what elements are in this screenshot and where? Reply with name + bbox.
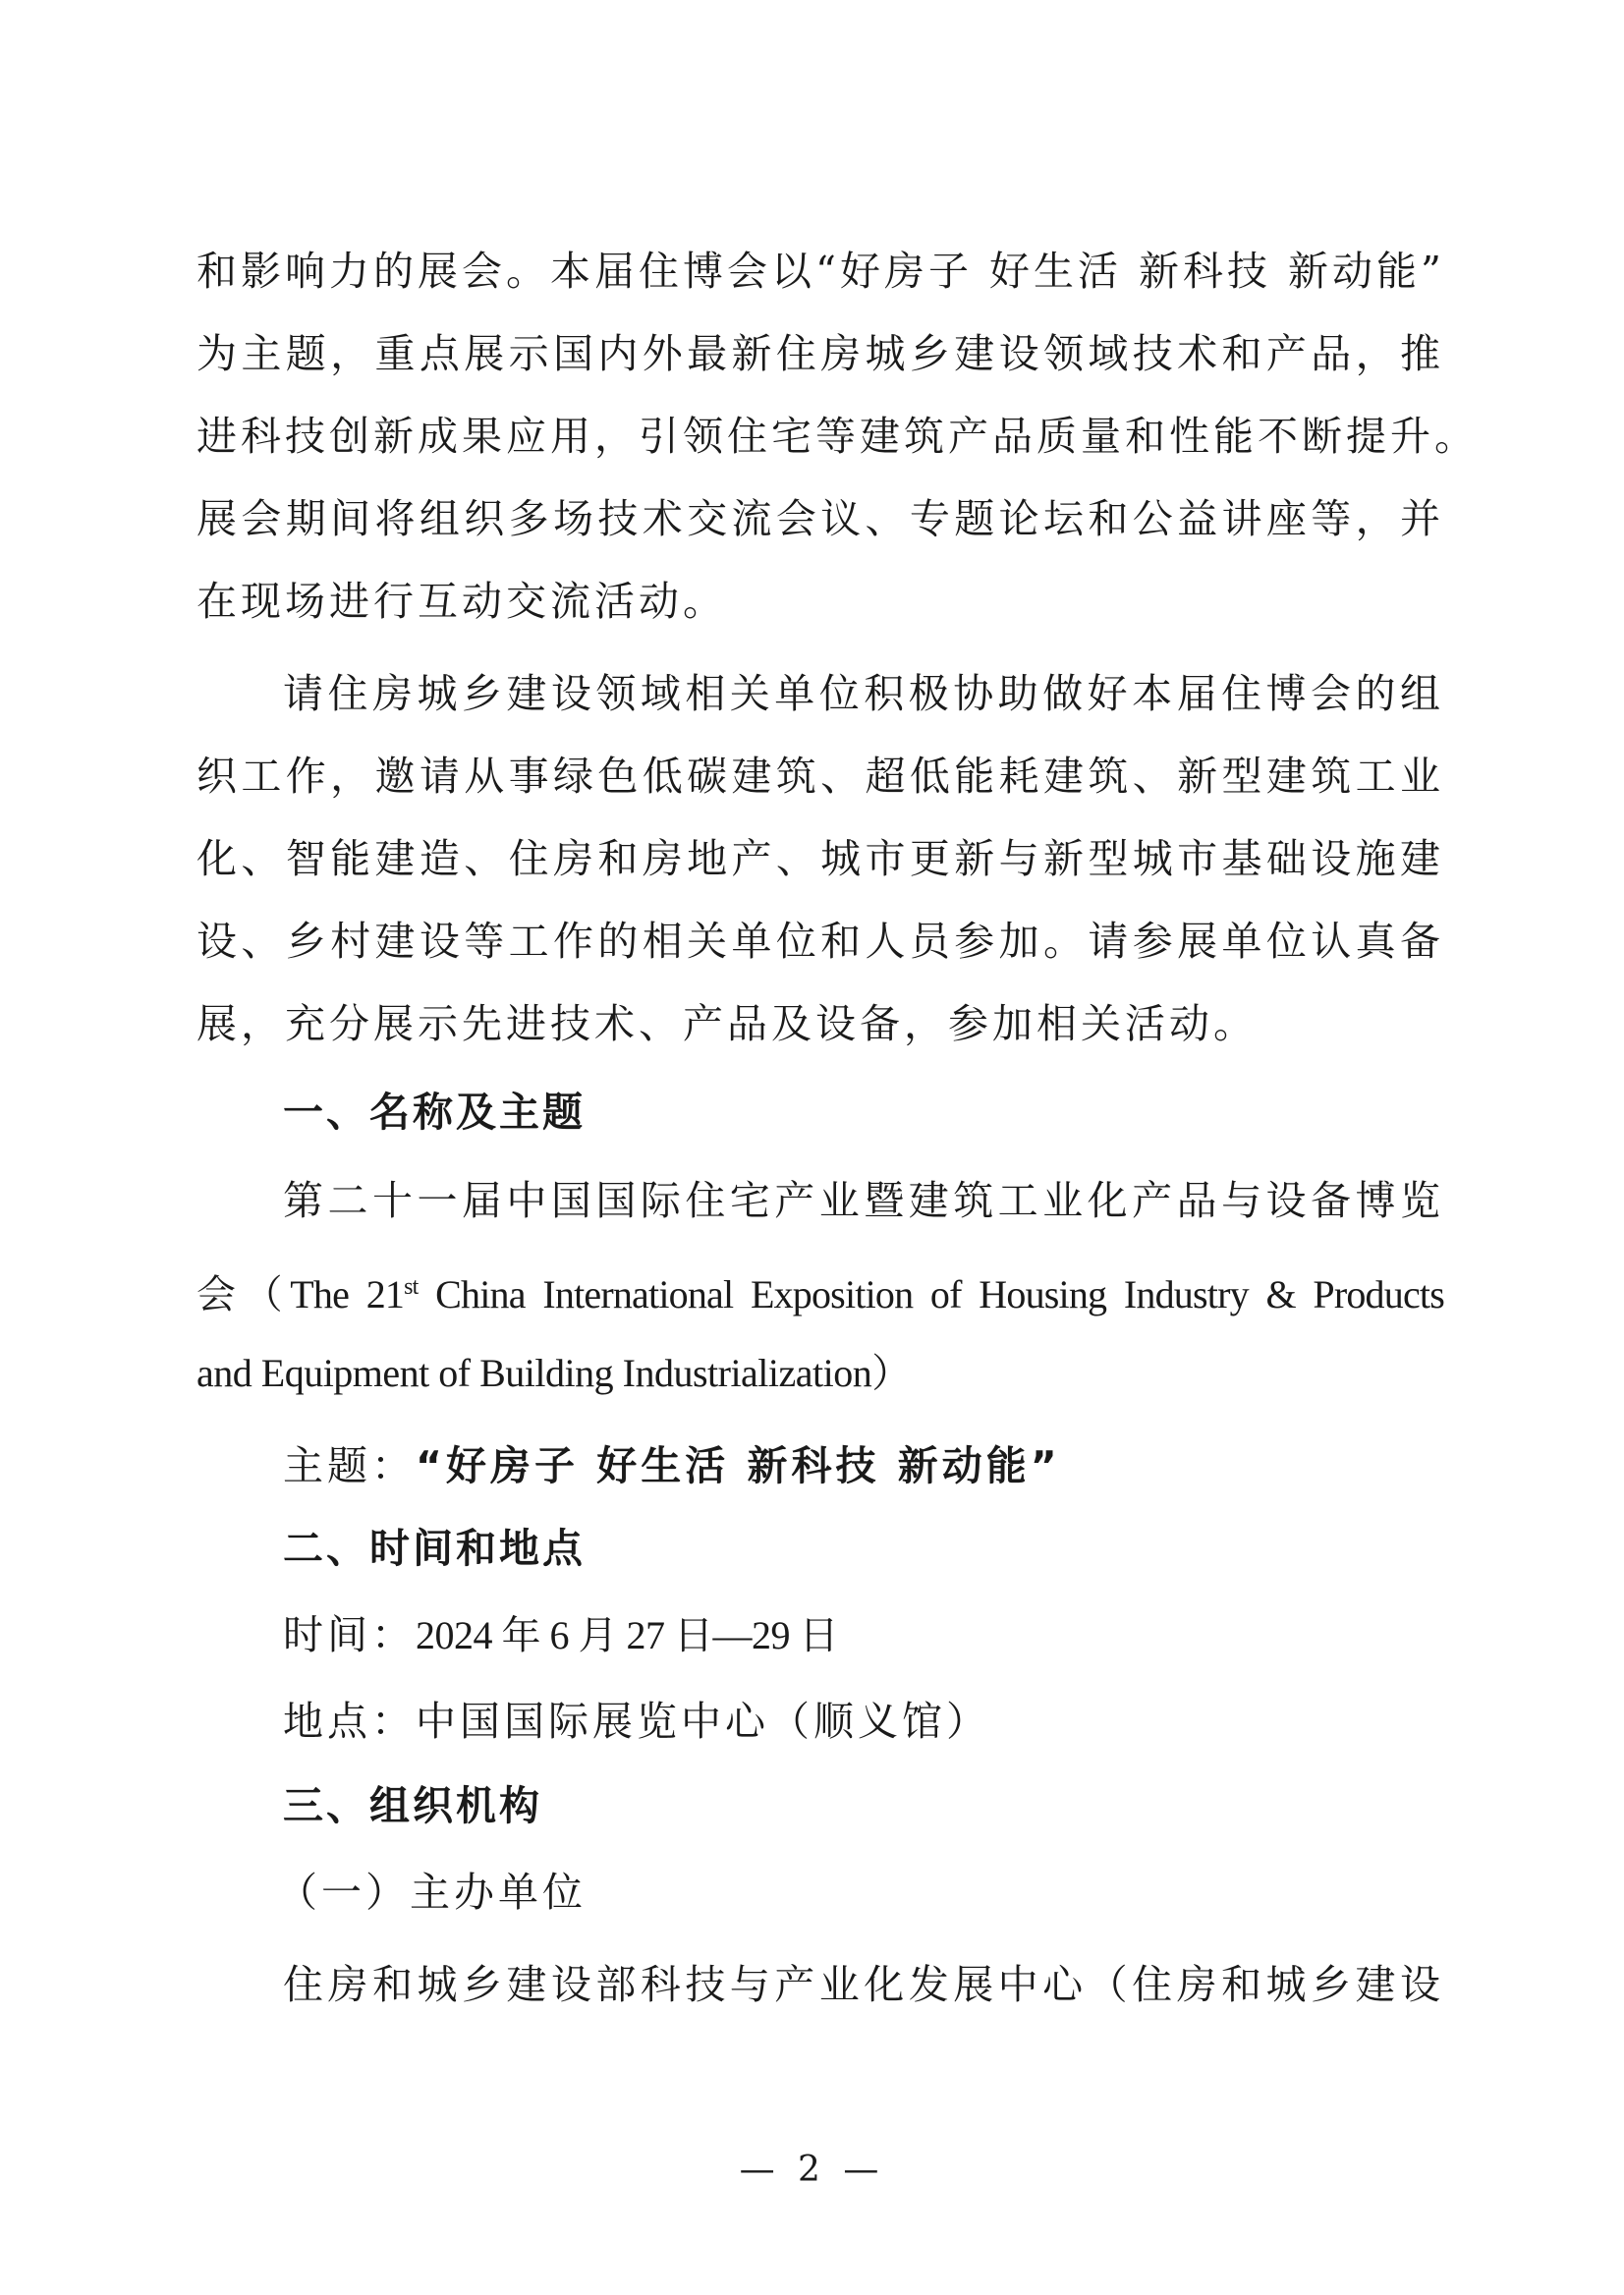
expo-name-line: 第二十一届中国国际住宅产业暨建筑工业化产品与设备博览 bbox=[283, 1177, 1444, 1224]
expo-name-line: and Equipment of Building Industrialization） bbox=[196, 1351, 911, 1395]
paragraph-line: 住房和城乡建设部科技与产业化发展中心（住房和城乡建设 bbox=[283, 1961, 1444, 2008]
section-heading: 二、时间和地点 bbox=[283, 1525, 586, 1572]
paragraph-line: 在现场进行互动交流活动。 bbox=[196, 578, 727, 625]
paragraph-line: 为主题，重点展示国内外最新住房城乡建设领域技术和产品，推 bbox=[196, 330, 1444, 377]
paragraph-line: 设、乡村建设等工作的相关单位和人员参加。请参展单位认真备 bbox=[196, 918, 1444, 965]
paragraph-line: 展，充分展示先进技术、产品及设备，参加相关活动。 bbox=[196, 1000, 1258, 1047]
place-line: 地点：中国国际展览中心（顺义馆） bbox=[283, 1698, 990, 1745]
theme-line: 主题：“好房子 好生活 新科技 新动能” bbox=[283, 1442, 1061, 1489]
paragraph-line: 请住房城乡建设领域相关单位积极协助做好本届住博会的组 bbox=[283, 670, 1444, 717]
paragraph-line: 化、智能建造、住房和房地产、城市更新与新型城市基础设施建 bbox=[196, 835, 1444, 882]
time-line: 时间：2024 年 6 月 27 日—29 日 bbox=[283, 1611, 838, 1658]
section-heading: 一、名称及主题 bbox=[283, 1089, 586, 1136]
paragraph-line: 和影响力的展会。本届住博会以“好房子 好生活 新科技 新动能” bbox=[196, 248, 1446, 295]
subsection-heading: （一）主办单位 bbox=[277, 1869, 587, 1916]
section-heading: 三、组织机构 bbox=[283, 1782, 542, 1829]
page-number: — 2 — bbox=[739, 2150, 885, 2190]
paragraph-line: 织工作，邀请从事绿色低碳建筑、超低能耗建筑、新型建筑工业 bbox=[196, 753, 1444, 800]
paragraph-line: 进科技创新成果应用，引领住宅等建筑产品质量和性能不断提升。 bbox=[196, 413, 1479, 460]
paragraph-line: 展会期间将组织多场技术交流会议、专题论坛和公益讲座等，并 bbox=[196, 495, 1444, 542]
expo-name-line: 会（The 21st China International Exposition of Housing Industry & Products bbox=[196, 1272, 1444, 1316]
